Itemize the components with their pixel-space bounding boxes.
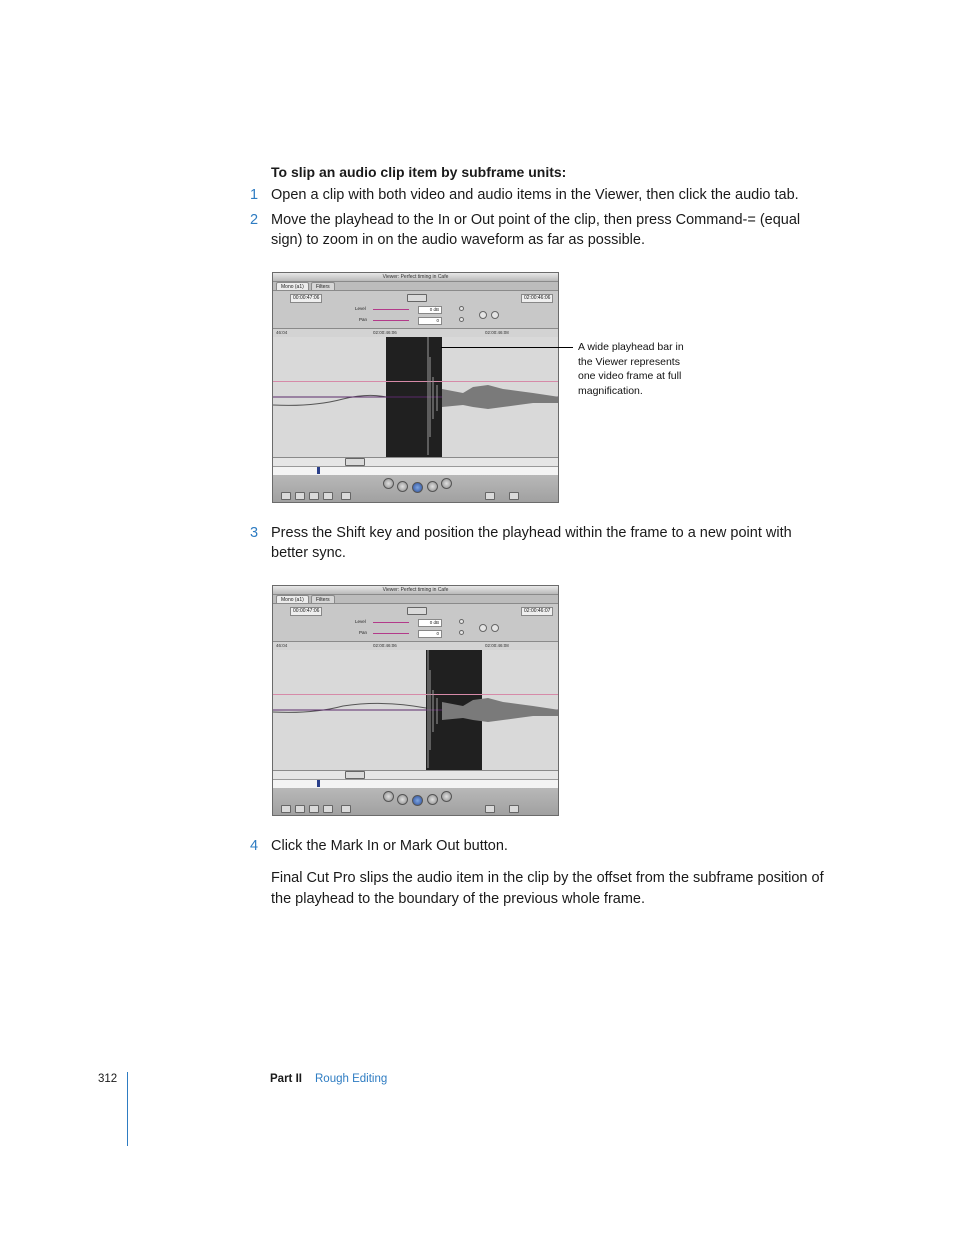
pan-slider[interactable] [373,320,409,321]
play-button[interactable] [412,795,423,806]
current-timecode[interactable]: 02:00:46:06 [521,294,553,303]
ruler-label: 02:00:46:08 [485,330,509,335]
transport-controls [273,475,558,503]
match-frame-button[interactable] [281,805,291,813]
viewer-screenshot-2 [272,585,559,816]
next-edit-button[interactable] [441,791,452,802]
add-keyframe-button[interactable] [309,492,319,500]
ruler-label: 02:00:46:06 [373,330,397,335]
next-edit-button[interactable] [441,478,452,489]
audio-record-icon[interactable] [479,624,487,632]
step-number: 2 [250,212,259,228]
step-text: Move the playhead to the In or Out point of the clip, then press Command-= (equal sign) to zoom in on the audio waveform as far as possible. [271,212,801,248]
duration-timecode[interactable]: 00:00:47:06 [290,607,322,616]
level-reset-icon[interactable] [459,619,464,624]
mark-in-button[interactable] [341,492,351,500]
view-dropdown[interactable] [407,607,427,615]
procedure-heading: To slip an audio clip item by subframe units: [271,164,567,180]
current-timecode[interactable]: 02:00:46:07 [521,607,553,616]
tab-audio[interactable]: Mono (a1) [276,282,309,290]
viewer-title: Viewer: Perfect timing in Cafe [382,587,449,593]
duration-timecode[interactable]: 00:00:47:06 [290,294,322,303]
step-4 [250,836,810,856]
level-slider[interactable] [373,309,409,310]
pan-reset-icon[interactable] [459,630,464,635]
play-around-button[interactable] [427,794,438,805]
add-keyframe-button[interactable] [309,805,319,813]
step-2 [250,210,810,252]
recent-clips-button[interactable] [509,805,519,813]
zoom-slider[interactable] [345,458,365,466]
play-in-to-out-button[interactable] [397,794,408,805]
tab-audio[interactable]: Mono (a1) [276,595,309,603]
callout-leader-line [441,347,573,348]
mark-clip-button[interactable] [295,805,305,813]
viewer-screenshot-1 [272,272,559,503]
step-number: 4 [250,838,259,854]
add-marker-button[interactable] [323,492,333,500]
mark-in-button[interactable] [341,805,351,813]
audio-waveform [273,650,559,770]
ruler-label: 02:00:46:08 [485,643,509,648]
play-in-to-out-button[interactable] [397,481,408,492]
match-frame-button[interactable] [281,492,291,500]
step-3 [250,523,810,565]
level-value[interactable]: 0 dB [418,619,442,627]
previous-edit-button[interactable] [383,791,394,802]
zoom-slider[interactable] [345,771,365,779]
level-reset-icon[interactable] [459,306,464,311]
ruler-label: 02:00:46:06 [373,643,397,648]
step-text: Open a clip with both video and audio items in the Viewer, then click the audio tab. [271,187,799,203]
step-1 [250,185,810,205]
step-text: Click the Mark In or Mark Out button. [271,838,508,854]
audio-waveform [273,337,559,457]
pan-value[interactable]: 0 [418,630,442,638]
play-button[interactable] [412,482,423,493]
pan-value[interactable]: 0 [418,317,442,325]
drag-hand-icon[interactable] [491,311,499,319]
tab-filters[interactable]: Filters [311,282,335,290]
viewer-title-bar [273,586,558,595]
step-text: Press the Shift key and position the playhead within the frame to a new point with better sync. [271,525,792,561]
audio-waveform-area[interactable] [273,337,558,457]
level-label: Level [355,619,366,624]
show-match-frame-button[interactable] [485,805,495,813]
footer-rule [127,1072,128,1146]
level-label: Level [355,306,366,311]
play-around-button[interactable] [427,481,438,492]
recent-clips-button[interactable] [509,492,519,500]
mark-clip-button[interactable] [295,492,305,500]
pan-slider[interactable] [373,633,409,634]
playhead-marker[interactable] [317,467,320,474]
step-number: 1 [250,187,259,203]
view-dropdown[interactable] [407,294,427,302]
section-title: Rough Editing [315,1073,388,1085]
add-marker-button[interactable] [323,805,333,813]
tab-filters[interactable]: Filters [311,595,335,603]
pan-label: Pan [359,317,368,322]
transport-controls [273,788,558,816]
pan-reset-icon[interactable] [459,317,464,322]
show-match-frame-button[interactable] [485,492,495,500]
level-value[interactable]: 0 dB [418,306,442,314]
drag-hand-icon[interactable] [491,624,499,632]
closing-paragraph: Final Cut Pro slips the audio item in the clip by the offset from the subframe position of the playhead to the boundary of the previous whole frame. [271,870,824,907]
audio-record-icon[interactable] [479,311,487,319]
page-number: 312 [98,1073,118,1085]
playhead-marker[interactable] [317,780,320,787]
previous-edit-button[interactable] [383,478,394,489]
ruler-label: 46:04 [276,643,288,648]
ruler-label: 46:04 [276,330,288,335]
pan-label: Pan [359,630,368,635]
step-number: 3 [250,525,259,541]
audio-waveform-area[interactable] [273,650,558,770]
callout-text: A wide playhead bar in the Viewer represents one video frame at full magnification. [578,341,684,397]
viewer-title-bar [273,273,558,282]
part-label: Part II [270,1073,302,1085]
viewer-title: Viewer: Perfect timing in Cafe [382,274,449,280]
level-slider[interactable] [373,622,409,623]
